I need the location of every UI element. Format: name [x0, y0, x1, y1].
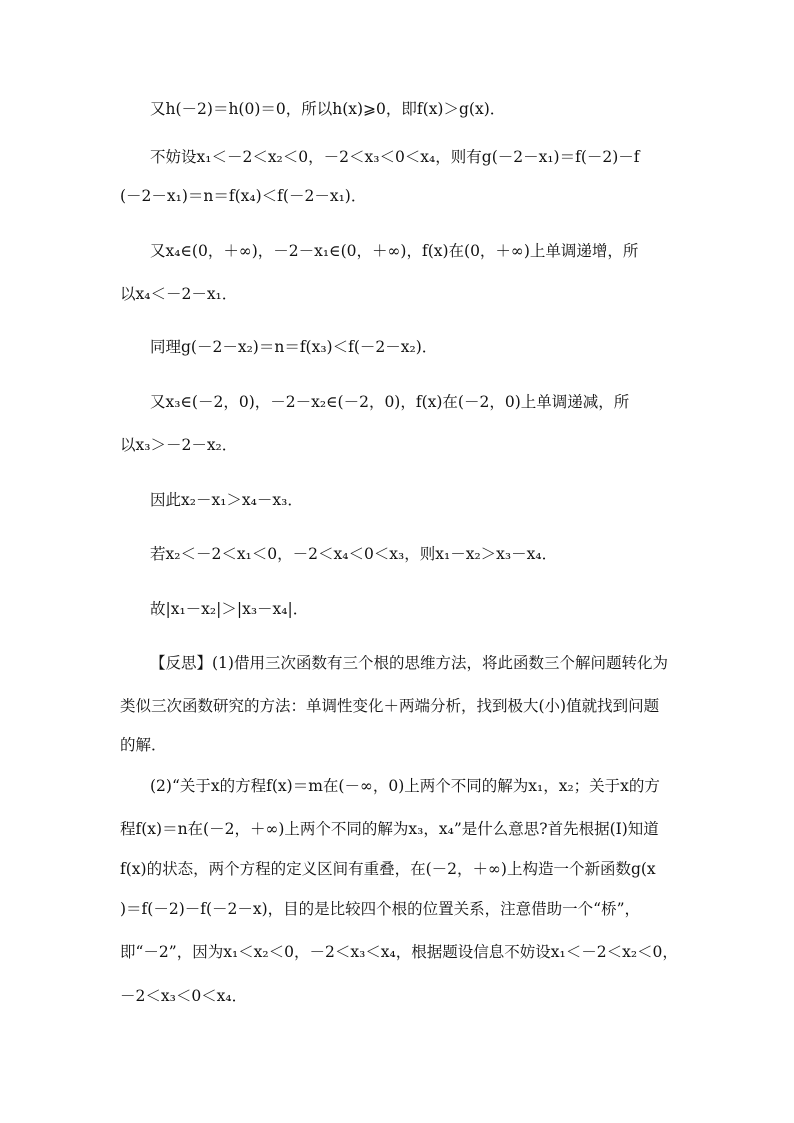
text-line-3: (－2－x₁)＝n＝f(x₄)＜f(－2－x₁)．: [120, 187, 367, 205]
text-line-5: 以x₄＜－2－x₁．: [120, 285, 238, 303]
text-line-14: 的解．: [120, 736, 167, 754]
text-line-8: 以x₃＞－2－x₂．: [120, 436, 238, 454]
text-line-9: 因此x₂－x₁＞x₄－x₃．: [150, 491, 303, 509]
text-line-11: 故|x₁－x₂|＞|x₃－x₄|．: [150, 600, 309, 618]
text-line-13: 类似三次函数研究的方法：单调性变化＋两端分析，找到极大(小)值就找到问题: [120, 697, 660, 715]
text-line-15: (2)“关于x的方程f(x)＝m在(－∞，0)上两个不同的解为x₁，x₂；关于x的方: [150, 777, 660, 795]
text-line-17: f(x)的状态，两个方程的定义区间有重叠，在(－2，＋∞)上构造一个新函数g(x: [120, 860, 656, 878]
text-line-6: 同理g(－2－x₂)＝n＝f(x₃)＜f(－2－x₂)．: [150, 338, 438, 356]
text-line-18: )＝f(－2)－f(－2－x)，目的是比较四个根的位置关系，注意借助一个“桥”，: [120, 900, 641, 918]
text-line-7: 又x₃∈(－2，0)，－2－x₂∈(－2，0)，f(x)在(－2，0)上单调递减，所: [150, 393, 630, 411]
text-line-1: 又h(－2)＝h(0)＝0，所以h(x)⩾0，即f(x)＞g(x)．: [150, 100, 506, 118]
text-line-16: 程f(x)＝n在(－2，＋∞)上两个不同的解为x₃，x₄”是什么意思?首先根据(Ⅰ)知道: [120, 820, 659, 838]
text-line-20: －2＜x₃＜0＜x₄．: [120, 987, 248, 1005]
text-line-2: 不妨设x₁＜－2＜x₂＜0，－2＜x₃＜0＜x₄，则有g(－2－x₁)＝f(－2)－f: [150, 148, 640, 166]
text-line-10: 若x₂＜－2＜x₁＜0，－2＜x₄＜0＜x₃，则x₁－x₂＞x₃－x₄．: [150, 545, 558, 563]
text-line-4: 又x₄∈(0，＋∞)，－2－x₁∈(0，＋∞)，f(x)在(0，＋∞)上单调递增，所: [150, 242, 639, 260]
text-line-19: 即“－2”，因为x₁＜x₂＜0，－2＜x₃＜x₄，根据题设信息不妨设x₁＜－2＜x₂＜0，: [120, 943, 678, 961]
reflection-heading-line: 【反思】(1)借用三次函数有三个根的思维方法，将此函数三个解问题转化为: [150, 654, 668, 672]
